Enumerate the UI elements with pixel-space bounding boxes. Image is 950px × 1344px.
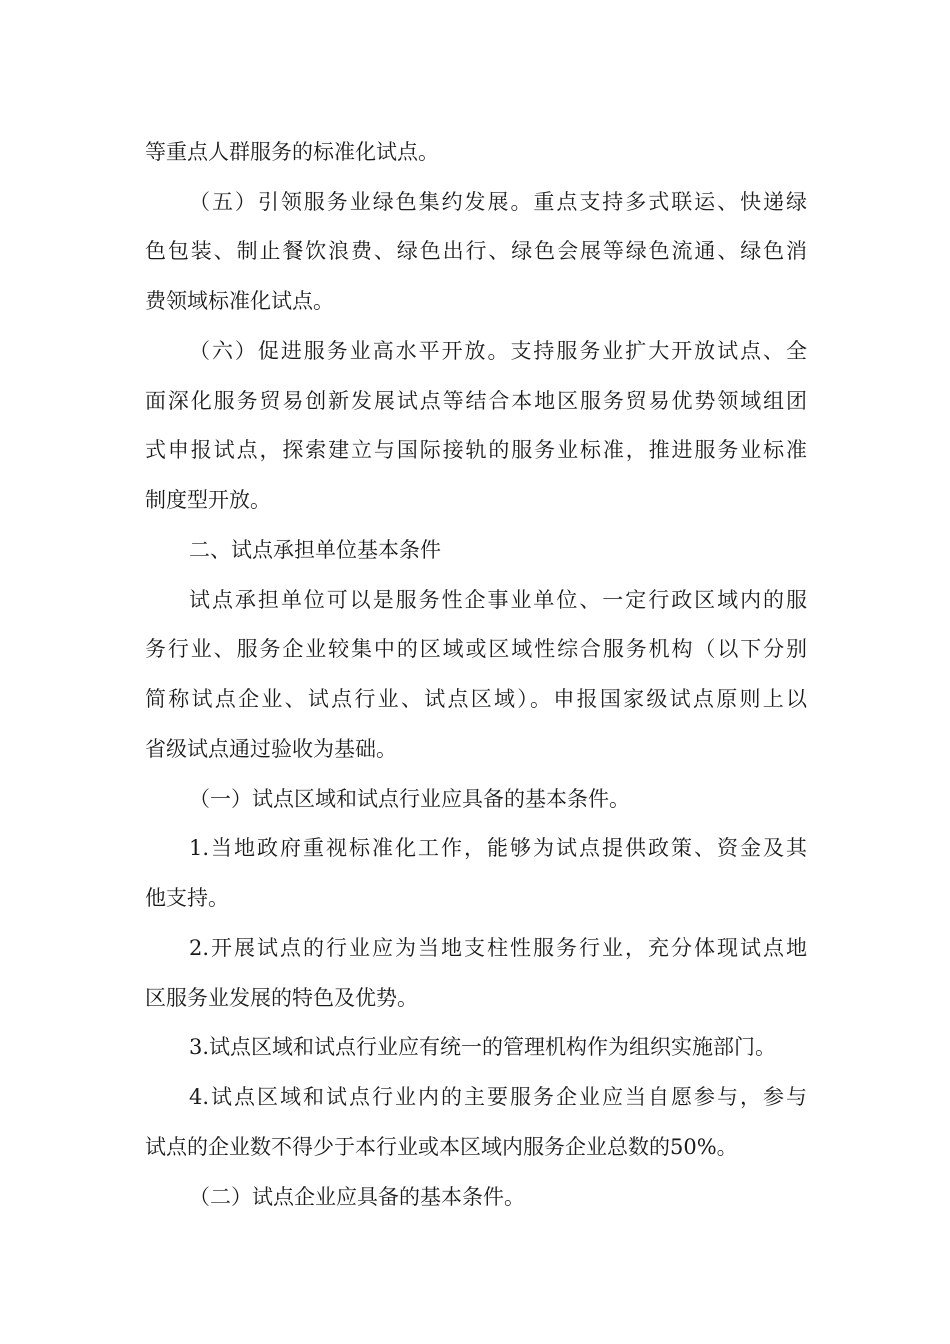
text-line: 试点的企业数不得少于本行业或本区域内服务企业总数的50%。 xyxy=(145,1135,738,1159)
text-line: 2.开展试点的行业应为当地支柱性服务行业，充分体现试点地 xyxy=(189,936,807,960)
text-line: 费领域标准化试点。 xyxy=(145,289,334,313)
text-line: 3.试点区域和试点行业应有统一的管理机构作为组织实施部门。 xyxy=(189,1035,777,1059)
text-line: 省级试点通过验收为基础。 xyxy=(145,737,397,761)
text-line: （六）促进服务业高水平开放。支持服务业扩大开放试点、全 xyxy=(189,339,807,363)
subsection-heading: （一）试点区域和试点行业应具备的基本条件。 xyxy=(189,787,630,811)
text-line: 务行业、服务企业较集中的区域或区域性综合服务机构（以下分别 xyxy=(145,637,807,661)
text-line: 他支持。 xyxy=(145,886,229,910)
text-line: 式申报试点，探索建立与国际接轨的服务业标准，推进服务业标准 xyxy=(145,438,807,462)
text-line: 4.试点区域和试点行业内的主要服务企业应当自愿参与，参与 xyxy=(189,1085,807,1109)
text-line: 简称试点企业、试点行业、试点区域）。申报国家级试点原则上以 xyxy=(145,687,807,711)
text-line: 面深化服务贸易创新发展试点等结合本地区服务贸易优势领域组团 xyxy=(145,389,807,413)
section-heading: 二、试点承担单位基本条件 xyxy=(189,538,441,562)
text-line: 等重点人群服务的标准化试点。 xyxy=(145,140,439,164)
text-line: 试点承担单位可以是服务性企事业单位、一定行政区域内的服 xyxy=(189,588,807,612)
text-line: 区服务业发展的特色及优势。 xyxy=(145,986,418,1010)
text-line: 1.当地政府重视标准化工作，能够为试点提供政策、资金及其 xyxy=(189,836,807,860)
subsection-heading: （二）试点企业应具备的基本条件。 xyxy=(189,1185,525,1209)
text-line: 制度型开放。 xyxy=(145,488,271,512)
text-line: （五）引领服务业绿色集约发展。重点支持多式联运、快递绿 xyxy=(189,190,807,214)
text-line: 色包装、制止餐饮浪费、绿色出行、绿色会展等绿色流通、绿色消 xyxy=(145,239,807,263)
